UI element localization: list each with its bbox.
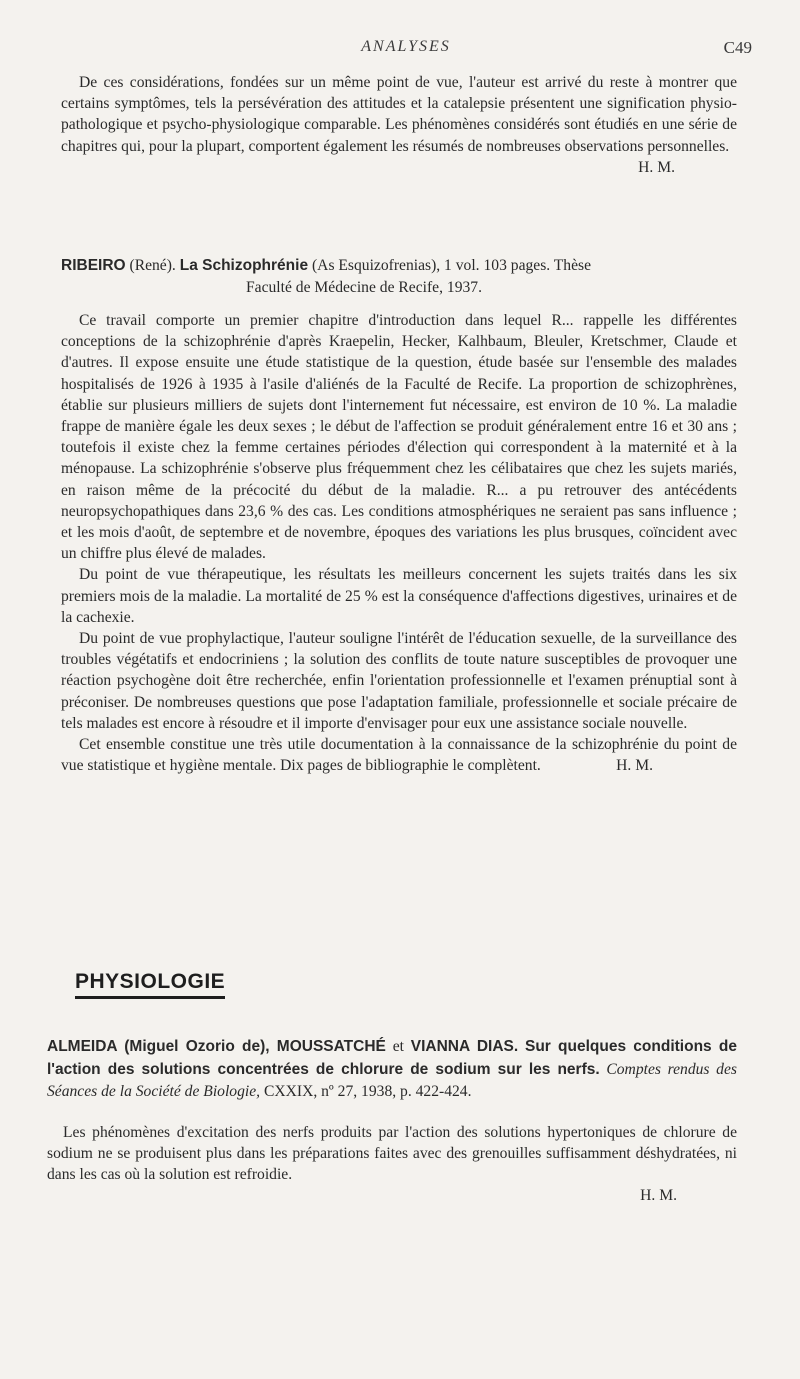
section-underline — [75, 996, 225, 999]
paragraph: Du point de vue prophylactique, l'auteur souligne l'intérêt de l'éducation sexuelle, de la surveillance des troubles végétatifs et endocriniens ; la solution des conflits de toute nature susceptibles de provoquer une réaction psychogène doit être recherchée, enfin l'orientation professionnelle et l'examen prénuptial sont à préconiser. De nombreuses questions que pose l'adaptation familiale, professionnelle et sociale précaire de tels malades est encore à résoudre et il importe d'envisager pour eux une assistance sociale nouvelle. — [61, 630, 737, 732]
work-details: (As Esquizofrenias), 1 vol. 103 pages. Thèse — [311, 257, 592, 274]
page-header — [60, 38, 752, 62]
author-name: VIANNA DIAS. — [410, 1038, 519, 1055]
author-name: RIBEIRO — [61, 257, 126, 274]
work-title: Sur quelques conditions de l'action des solutions concentrées de chlorure de sodium sur les nerfs. — [47, 1038, 737, 1078]
reviewer-signature: H. M. — [616, 757, 653, 775]
journal-reference: CXXIX, nº 27, 1938, p. 422-424. — [263, 1083, 472, 1100]
review-entry-almeida — [47, 1036, 737, 1206]
entry-heading — [61, 255, 737, 298]
page-number: C49 — [723, 38, 752, 57]
author-first-name: (René). — [129, 257, 176, 274]
author-names: ALMEIDA (Miguel Ozorio de), MOUSSATCHÉ — [47, 1038, 386, 1055]
paragraph: Les phénomènes d'excitation des nerfs produits par l'action des solutions hypertoniques de chlorure de sodium ne se produisent plus dans les préparations faites avec des grenouilles suffisamment déshydratées, ni dans les cas où la solution est refroidie. — [47, 1123, 737, 1183]
review-continuation — [61, 72, 737, 178]
review-entry-ribeiro — [61, 255, 737, 776]
work-details-cont: Faculté de Médecine de Recife, 1937. — [246, 278, 482, 296]
paragraph: Ce travail comporte un premier chapitre d'introduction dans lequel R... rappelle les différentes conceptions de la schizophrénie d'après Kraepelin, Hecker, Kalhbaum, Bleuler, Kretschmer, Claude et d'autres. Il expose ensuite une étude statistique de la question, étude basée sur l'ensemble des malades hospitalisés de 1926 à 1935 à l'asile d'aliénés de la Faculté de Recife. La proportion de schizophrènes, établie sur plusieurs milliers de sujets dont l'internement fut nécessaire, est environ de 10 %. La maladie frappe de manière égale les deux sexes ; le début de l'affection se produit généralement entre 16 et 30 ans ; toutefois il existe chez la femme certaines périodes d'élection qui correspondent à la maternité et à la ménopause. La schizophrénie s'observe plus fréquemment chez les célibataires que chez les sujets mariés, en raison même de la précocité du début de la maladie. R... a pu retrouver des antécédents neuropsychopathiques dans 23,6 % des cas. Les conditions atmosphériques ne seraient pas sans influence ; et les mois d'août, de septembre et de novembre, époques des variations les plus brusques, coïncident avec un chiffre plus élevé de malades. — [61, 312, 737, 563]
reviewer-signature: H. M. — [640, 1187, 677, 1205]
reviewer-signature: H. M. — [638, 158, 675, 176]
journal-name: Comptes rendus des Séances de la Société de Biologie, — [47, 1060, 737, 1100]
paragraph-final: Cet ensemble constitue une très utile documentation à la connaissance de la schizophrénie du point de vue statistique et hygiène mentale. Dix pages de bibliographie le complètent. H. M. — [61, 734, 737, 776]
running-title: ANALYSES — [361, 38, 451, 55]
conjunction: et — [392, 1038, 404, 1055]
section-title: PHYSIOLOGIE — [75, 970, 226, 993]
entry-heading — [47, 1036, 737, 1104]
paragraph: Du point de vue thérapeutique, les résultats les meilleurs concernent les sujets traités dans les six premiers mois de la maladie. La mortalité de 25 % est la conséquence d'affections digestives, urinaires et de la cachexie. — [61, 566, 737, 626]
work-title: La Schizophrénie — [179, 257, 309, 274]
paragraph: De ces considérations, fondées sur un même point de vue, l'auteur est arrivé du reste à montrer que certains symptômes, tels la persévération des attitudes et la catalepsie présentent une signification physio-pathologique et psycho-physiologique comparable. Les phénomènes considérés sont étudiés en une série de chapitres qui, pour la plupart, comportent également les résumés de nombreuses observations personnelles. — [61, 74, 737, 155]
